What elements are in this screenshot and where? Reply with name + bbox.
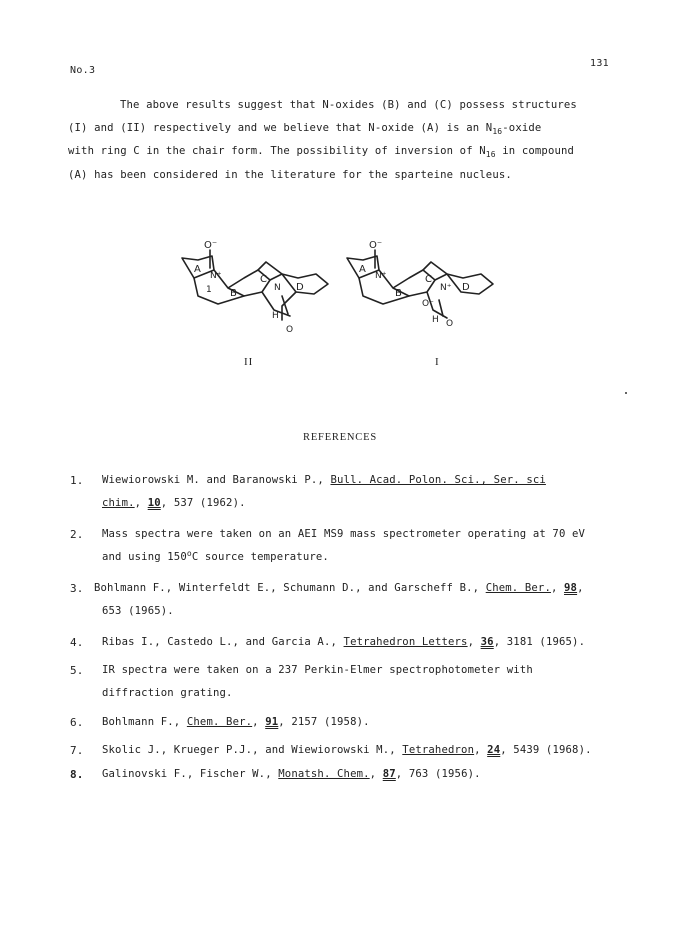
reference-text: IR spectra were taken on a 237 Perkin-Elmer spectrophotometer with <box>102 664 533 676</box>
subscript-16: 16 <box>485 150 496 160</box>
reference-sep: , <box>369 768 383 780</box>
reference-number: 3. <box>70 582 84 595</box>
ring-a-right: A <box>359 264 366 275</box>
paragraph-line-2-end: -oxide <box>502 121 542 134</box>
o-minus-left: O⁻ <box>204 240 218 251</box>
ring-b-right: B <box>395 288 402 299</box>
reference-authors: Skolic J., Krueger P.J., and Wiewiorowski M., <box>102 744 403 756</box>
reference-authors: Wiewiorowski M. and Baranowski P., <box>102 474 331 486</box>
ring-d-right: D <box>462 282 470 293</box>
n-plus-left: N⁺ <box>210 271 222 281</box>
paragraph-line-2 <box>68 117 628 141</box>
reference-number: 5. <box>70 664 84 677</box>
reference-pages: , 537 (1962). <box>160 496 246 509</box>
reference-sep: , <box>467 636 481 648</box>
structure-figure <box>170 240 500 340</box>
reference-journal: Chem. Ber. <box>485 582 551 594</box>
reference-pages: , 2157 (1958). <box>278 716 370 728</box>
reference-journal: Tetrahedron Letters <box>343 636 468 648</box>
paragraph-line-3-text: with ring C in the chair form. The possibility of inversion of N <box>68 145 486 158</box>
subscript-16: 16 <box>492 126 503 136</box>
ring-d-left: D <box>296 282 304 293</box>
h-left: H <box>272 311 279 321</box>
reference-journal: Bull. Acad. Polon. Sci., Ser. sci <box>330 474 546 486</box>
structure-i-drawing <box>347 250 493 318</box>
reference-volume: 91 <box>265 716 279 728</box>
reference-sep: , <box>252 716 266 728</box>
h-right: H <box>432 315 439 325</box>
paragraph-line-1: The above results suggest that N-oxides (B) and (C) possess structures <box>120 99 577 111</box>
ring-c-right: C <box>425 274 432 285</box>
reference-authors: Ribas I., Castedo L., and Garcia A., <box>102 636 344 648</box>
o-left: O <box>286 325 294 335</box>
n-left: N <box>274 283 281 293</box>
references-heading: REFERENCES <box>303 432 377 443</box>
o-minus-right: O⁻ <box>369 240 383 251</box>
reference-text-end: C source temperature. <box>191 550 329 563</box>
reference-number: 2. <box>70 528 84 541</box>
reference-volume: 36 <box>480 636 494 648</box>
structure-label-ii: II <box>244 356 254 368</box>
reference-text: Mass spectra were taken on an AEI MS9 mass spectrometer operating at 70 eV <box>102 528 586 540</box>
reference-authors: Bohlmann F., Winterfeldt E., Schumann D., and Garscheff B., <box>94 582 486 594</box>
reference-pages: , 3181 (1965). <box>493 636 586 648</box>
ring-c-left: C <box>260 274 267 285</box>
reference-sep: , <box>474 744 488 756</box>
paragraph-line-3-end: in compound <box>495 145 575 158</box>
reference-number: 8. <box>70 768 84 781</box>
reference-number: 4. <box>70 636 84 649</box>
reference-volume: 87 <box>382 768 396 780</box>
journal-issue: No.3 <box>70 65 96 76</box>
atom-1-left: 1 <box>206 285 212 295</box>
reference-volume: 10 <box>147 496 161 509</box>
paragraph-line-2-text: (I) and (II) respectively and we believe that N-oxide (A) is an N <box>68 121 493 134</box>
reference-number: 1. <box>70 474 84 487</box>
body-paragraph <box>68 94 628 186</box>
n-plus-right-2: N⁺ <box>440 283 452 293</box>
reference-pages: 653 (1965). <box>102 604 174 617</box>
o-minus-right-2: O⁻ <box>422 299 434 309</box>
reference-authors: Galinovski F., Fischer W., <box>102 768 279 780</box>
reference-number: 7. <box>70 744 84 757</box>
degree-superscript: o <box>186 548 192 558</box>
reference-volume: 24 <box>487 744 501 756</box>
reference-number: 6. <box>70 716 84 729</box>
reference-sep: , <box>134 496 148 509</box>
n-plus-right: N⁺ <box>375 271 387 281</box>
reference-sep-2: , <box>577 582 584 594</box>
reference-pages: , 5439 (1968). <box>500 744 592 756</box>
reference-text-cont: diffraction grating. <box>102 686 233 699</box>
paragraph-line-4: (A) has been considered in the literature for the sparteine nucleus. <box>68 168 512 181</box>
reference-journal: Tetrahedron <box>402 744 475 756</box>
ring-b-left: B <box>230 288 237 299</box>
reference-pages: , 763 (1956). <box>395 768 481 780</box>
page-number: 131 <box>590 58 609 69</box>
reference-authors: Bohlmann F., <box>102 716 187 728</box>
o-right: O <box>446 319 454 329</box>
reference-journal-cont: chim. <box>102 496 135 509</box>
reference-journal: Monatsh. Chem. <box>278 768 370 780</box>
structure-label-i: I <box>435 356 440 368</box>
stray-mark <box>625 392 627 394</box>
reference-volume: 98 <box>564 582 578 594</box>
paragraph-line-3 <box>68 140 628 164</box>
reference-text-cont: and using 150 <box>102 550 187 563</box>
reference-sep: , <box>550 582 565 594</box>
structure-drawings <box>170 240 500 340</box>
ring-a-left: A <box>194 264 201 275</box>
reference-journal: Chem. Ber. <box>186 716 253 728</box>
structure-ii-drawing <box>182 250 328 320</box>
